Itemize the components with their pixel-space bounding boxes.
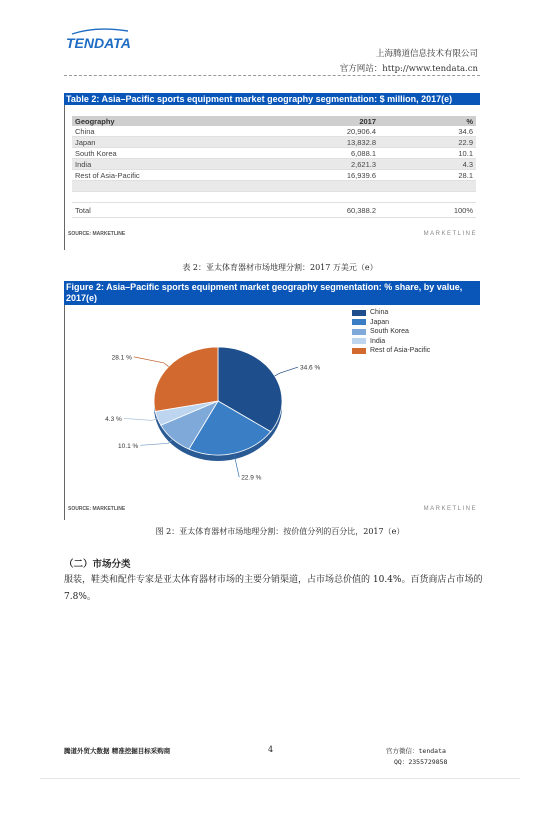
legend-item	[352, 308, 430, 318]
table-title-bar: Table 2: Asia–Pacific sports equipment market geography segmentation: $ million, 2017(e)	[64, 93, 480, 105]
footer-qq: QQ：2355729858	[394, 758, 448, 766]
table-row	[72, 126, 476, 137]
pie-leader-line	[134, 357, 169, 367]
legend-swatch	[352, 348, 366, 354]
table-row	[72, 148, 476, 159]
legend-item	[352, 346, 430, 356]
legend-item	[352, 337, 430, 347]
table-row	[72, 137, 476, 148]
legend-label: India	[370, 337, 386, 345]
company-website: 官方网站：http://www.tendata.cn	[339, 64, 478, 74]
table-cell: 13,832.8	[282, 137, 379, 148]
legend-label: South Korea	[370, 328, 409, 335]
table-cell: 34.6	[379, 126, 476, 137]
table-cell: 16,939.6	[282, 170, 379, 181]
table-cell: China	[72, 126, 282, 137]
table-spacer-row	[72, 181, 476, 192]
legend-swatch	[352, 329, 366, 335]
legend-label: Rest of Asia-Pacific	[370, 347, 431, 354]
table-cell: 6,088.1	[282, 148, 379, 159]
legend-label: China	[370, 309, 389, 316]
table-caption: 表 2：亚太体育器材市场地理分割：2017 万美元（e）	[182, 263, 378, 272]
pie-data-label: 22.9 %	[241, 474, 262, 482]
logo-text: TENDATA	[66, 35, 131, 51]
section-paragraph: 服装，鞋类和配件专家是亚太体育器材市场的主要分销渠道，占市场总价值的 10.4%。百货商店占市场的 7.8%。	[64, 575, 483, 602]
pie-data-label: 34.6 %	[300, 364, 321, 372]
table-cell: 10.1	[379, 148, 476, 159]
pie-leader-line	[275, 367, 298, 376]
footer-divider	[40, 778, 520, 779]
chart-legend	[352, 308, 430, 356]
table-cell: India	[72, 159, 282, 170]
table-cell: Rest of Asia-Pacific	[72, 170, 282, 181]
legend-swatch	[352, 338, 366, 344]
table-cell: South Korea	[72, 148, 282, 159]
page-number: 4	[268, 745, 274, 754]
column-header-geography: Geography	[72, 116, 282, 126]
pie-data-label: 28.1 %	[111, 354, 132, 362]
table-spacer-row	[72, 192, 476, 203]
figure-brand: MARKETLINE	[423, 506, 477, 512]
table-cell: 22.9	[379, 137, 476, 148]
table-cell: 2,621.3	[282, 159, 379, 170]
tendata-logo	[66, 28, 138, 52]
pie-slice-rest-of-asia-pacific	[154, 347, 218, 411]
table-cell: Japan	[72, 137, 282, 148]
table-row	[72, 159, 476, 170]
legend-label: Japan	[370, 318, 390, 326]
pie-data-label: 10.1 %	[118, 442, 139, 450]
footer-wechat: 官方微信：tendata	[386, 747, 446, 755]
column-header-percent: %	[379, 116, 476, 126]
header-divider	[64, 75, 480, 76]
table-brand: MARKETLINE	[423, 231, 477, 237]
table-total-row	[72, 203, 476, 218]
legend-item	[352, 327, 430, 337]
company-name: 上海腾道信息技术有限公司	[375, 49, 478, 59]
figure-source: SOURCE: MARKETLINE	[68, 506, 126, 512]
legend-item	[352, 318, 430, 328]
section-title: （二）市场分类	[64, 559, 131, 570]
pie-leader-line	[124, 418, 158, 420]
footer-slogan: 腾道外贸大数据 精准挖掘目标采购商	[64, 747, 171, 755]
figure-title-bar: Figure 2: Asia–Pacific sports equipment market geography segmentation: % share, by value, 2017(e)	[64, 281, 480, 305]
geography-table	[72, 116, 476, 218]
table-cell: 20,906.4	[282, 126, 379, 137]
table-cell: 60,388.2	[282, 203, 379, 218]
table-cell: 4.3	[379, 159, 476, 170]
column-header-2017: 2017	[282, 116, 379, 126]
table-source: SOURCE: MARKETLINE	[68, 231, 126, 237]
pie-data-label: 4.3 %	[105, 415, 122, 423]
legend-swatch	[352, 310, 366, 316]
table-cell: 28.1	[379, 170, 476, 181]
table-cell: 100%	[379, 203, 476, 218]
table-row	[72, 170, 476, 181]
table-header-row	[72, 116, 476, 126]
legend-swatch	[352, 319, 366, 325]
figure-caption: 图 2：亚太体育器材市场地理分割：按价值分列的百分比，2017（e）	[155, 527, 405, 536]
table-cell: Total	[72, 203, 282, 218]
